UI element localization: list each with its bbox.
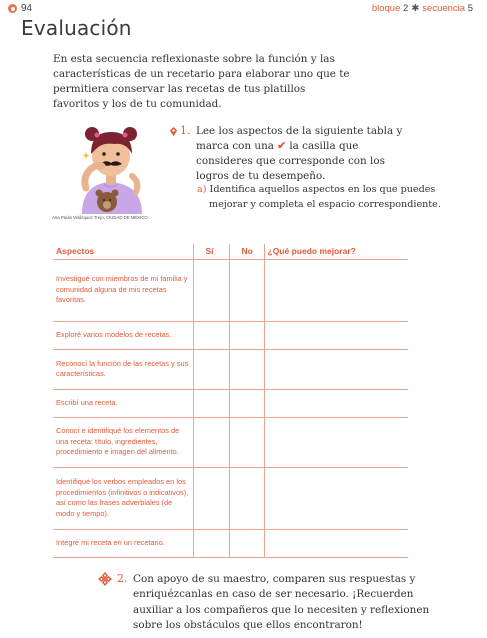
- improve-input-cell[interactable]: [264, 529, 408, 557]
- page-title: Evaluación: [21, 16, 132, 40]
- aspect-cell: Identifiqué los verbos empleados en los procedimientos (infinitivos o indicativos), así como las frases adverbiales (de modo y tiempo).: [53, 467, 193, 529]
- illustration-caption: Ana Paula Velázquez Trejo, CIUDAD DE MÉXICO: [52, 215, 148, 220]
- aspect-cell: Escribí una receta.: [53, 389, 193, 417]
- no-checkbox-cell[interactable]: [229, 529, 264, 557]
- table-row: [53, 417, 408, 467]
- no-checkbox-cell[interactable]: [229, 467, 264, 529]
- question-2-number: 2.: [117, 572, 128, 585]
- question-1a-letter: a): [197, 184, 207, 195]
- improve-input-cell[interactable]: [264, 349, 408, 389]
- question-1-number: 1.: [180, 124, 191, 137]
- star-separator-icon: ✱: [411, 3, 420, 14]
- aspect-cell: Conocí e identifiqué los elementos de una receta: título, ingredientes, procedimiento e imagen del alimento.: [53, 417, 193, 467]
- improve-input-cell[interactable]: [264, 321, 408, 349]
- yes-checkbox-cell[interactable]: [193, 349, 229, 389]
- table-row: [53, 389, 408, 417]
- yes-checkbox-cell[interactable]: [193, 529, 229, 557]
- table-row: [53, 259, 408, 321]
- question-1-text-after: la casilla que consideres que corresponde con los logros de tu desempeño.: [196, 140, 385, 182]
- question-marker-icon: [169, 127, 178, 136]
- yes-checkbox-cell[interactable]: [193, 417, 229, 467]
- block-number: 2: [403, 3, 409, 14]
- no-checkbox-cell[interactable]: [229, 417, 264, 467]
- header-no: No: [229, 244, 264, 259]
- header-improve: ¿Qué puedo mejorar?: [264, 244, 408, 259]
- yes-checkbox-cell[interactable]: [193, 389, 229, 417]
- block-label: bloque: [371, 3, 401, 14]
- group-activity-icon: [98, 572, 112, 586]
- table-row: [53, 467, 408, 529]
- question-2-text: Con apoyo de su maestro, comparen sus respuestas y enriquézcanlas en caso de ser necesario. ¡Recuerden auxiliar a los compañeros que lo necesiten y reflexionen sobre los obstáculos que ellos encontraron!: [133, 573, 430, 632]
- aspect-cell: Exploré varios modelos de recetas.: [53, 321, 193, 349]
- question-1a: [197, 183, 447, 212]
- yes-checkbox-cell[interactable]: [193, 259, 229, 321]
- question-1a-line-1: Identifica aquellos aspectos en los que puedes: [209, 184, 436, 195]
- page-number-dot-icon: [8, 4, 17, 13]
- yes-checkbox-cell[interactable]: [193, 467, 229, 529]
- table-row: [53, 321, 408, 349]
- self-evaluation-table: [53, 244, 408, 558]
- aspect-cell: Reconocí la función de las recetas y sus características.: [53, 349, 193, 389]
- block-sequence-label: [372, 3, 473, 14]
- improve-input-cell[interactable]: [264, 259, 408, 321]
- table-row: [53, 349, 408, 389]
- no-checkbox-cell[interactable]: [229, 259, 264, 321]
- table-row: [53, 529, 408, 557]
- yes-checkbox-cell[interactable]: [193, 321, 229, 349]
- table-header-row: [53, 244, 408, 259]
- no-checkbox-cell[interactable]: [229, 321, 264, 349]
- improve-input-cell[interactable]: [264, 467, 408, 529]
- aspect-cell: Investigué con miembros de mi familia y comunidad alguna de mis recetas favoritas.: [53, 259, 193, 321]
- header-aspects: Aspectos: [53, 244, 193, 259]
- aspect-cell: Integré mi receta en un recetario.: [53, 529, 193, 557]
- question-1-text: [196, 124, 406, 184]
- girl-illustration: [52, 118, 162, 218]
- page-number: 94: [21, 3, 33, 14]
- question-1-text-before: Lee los aspectos de la siguiente tabla y marca con una: [196, 125, 403, 152]
- sequence-label: secuencia: [422, 3, 466, 14]
- improve-input-cell[interactable]: [264, 389, 408, 417]
- check-mark-icon: ✔: [277, 140, 287, 152]
- header-yes: Sí: [193, 244, 229, 259]
- no-checkbox-cell[interactable]: [229, 389, 264, 417]
- improve-input-cell[interactable]: [264, 417, 408, 467]
- intro-paragraph: En esta secuencia reflexionaste sobre la función y las características de un recetario para elaborar uno que te permitiera conservar las recetas de tus platillos favoritos y los de tu comunidad.: [53, 53, 350, 110]
- no-checkbox-cell[interactable]: [229, 349, 264, 389]
- question-1a-line-2: mejorar y completa el espacio correspondiente.: [209, 198, 441, 210]
- sequence-number: 5: [467, 3, 473, 14]
